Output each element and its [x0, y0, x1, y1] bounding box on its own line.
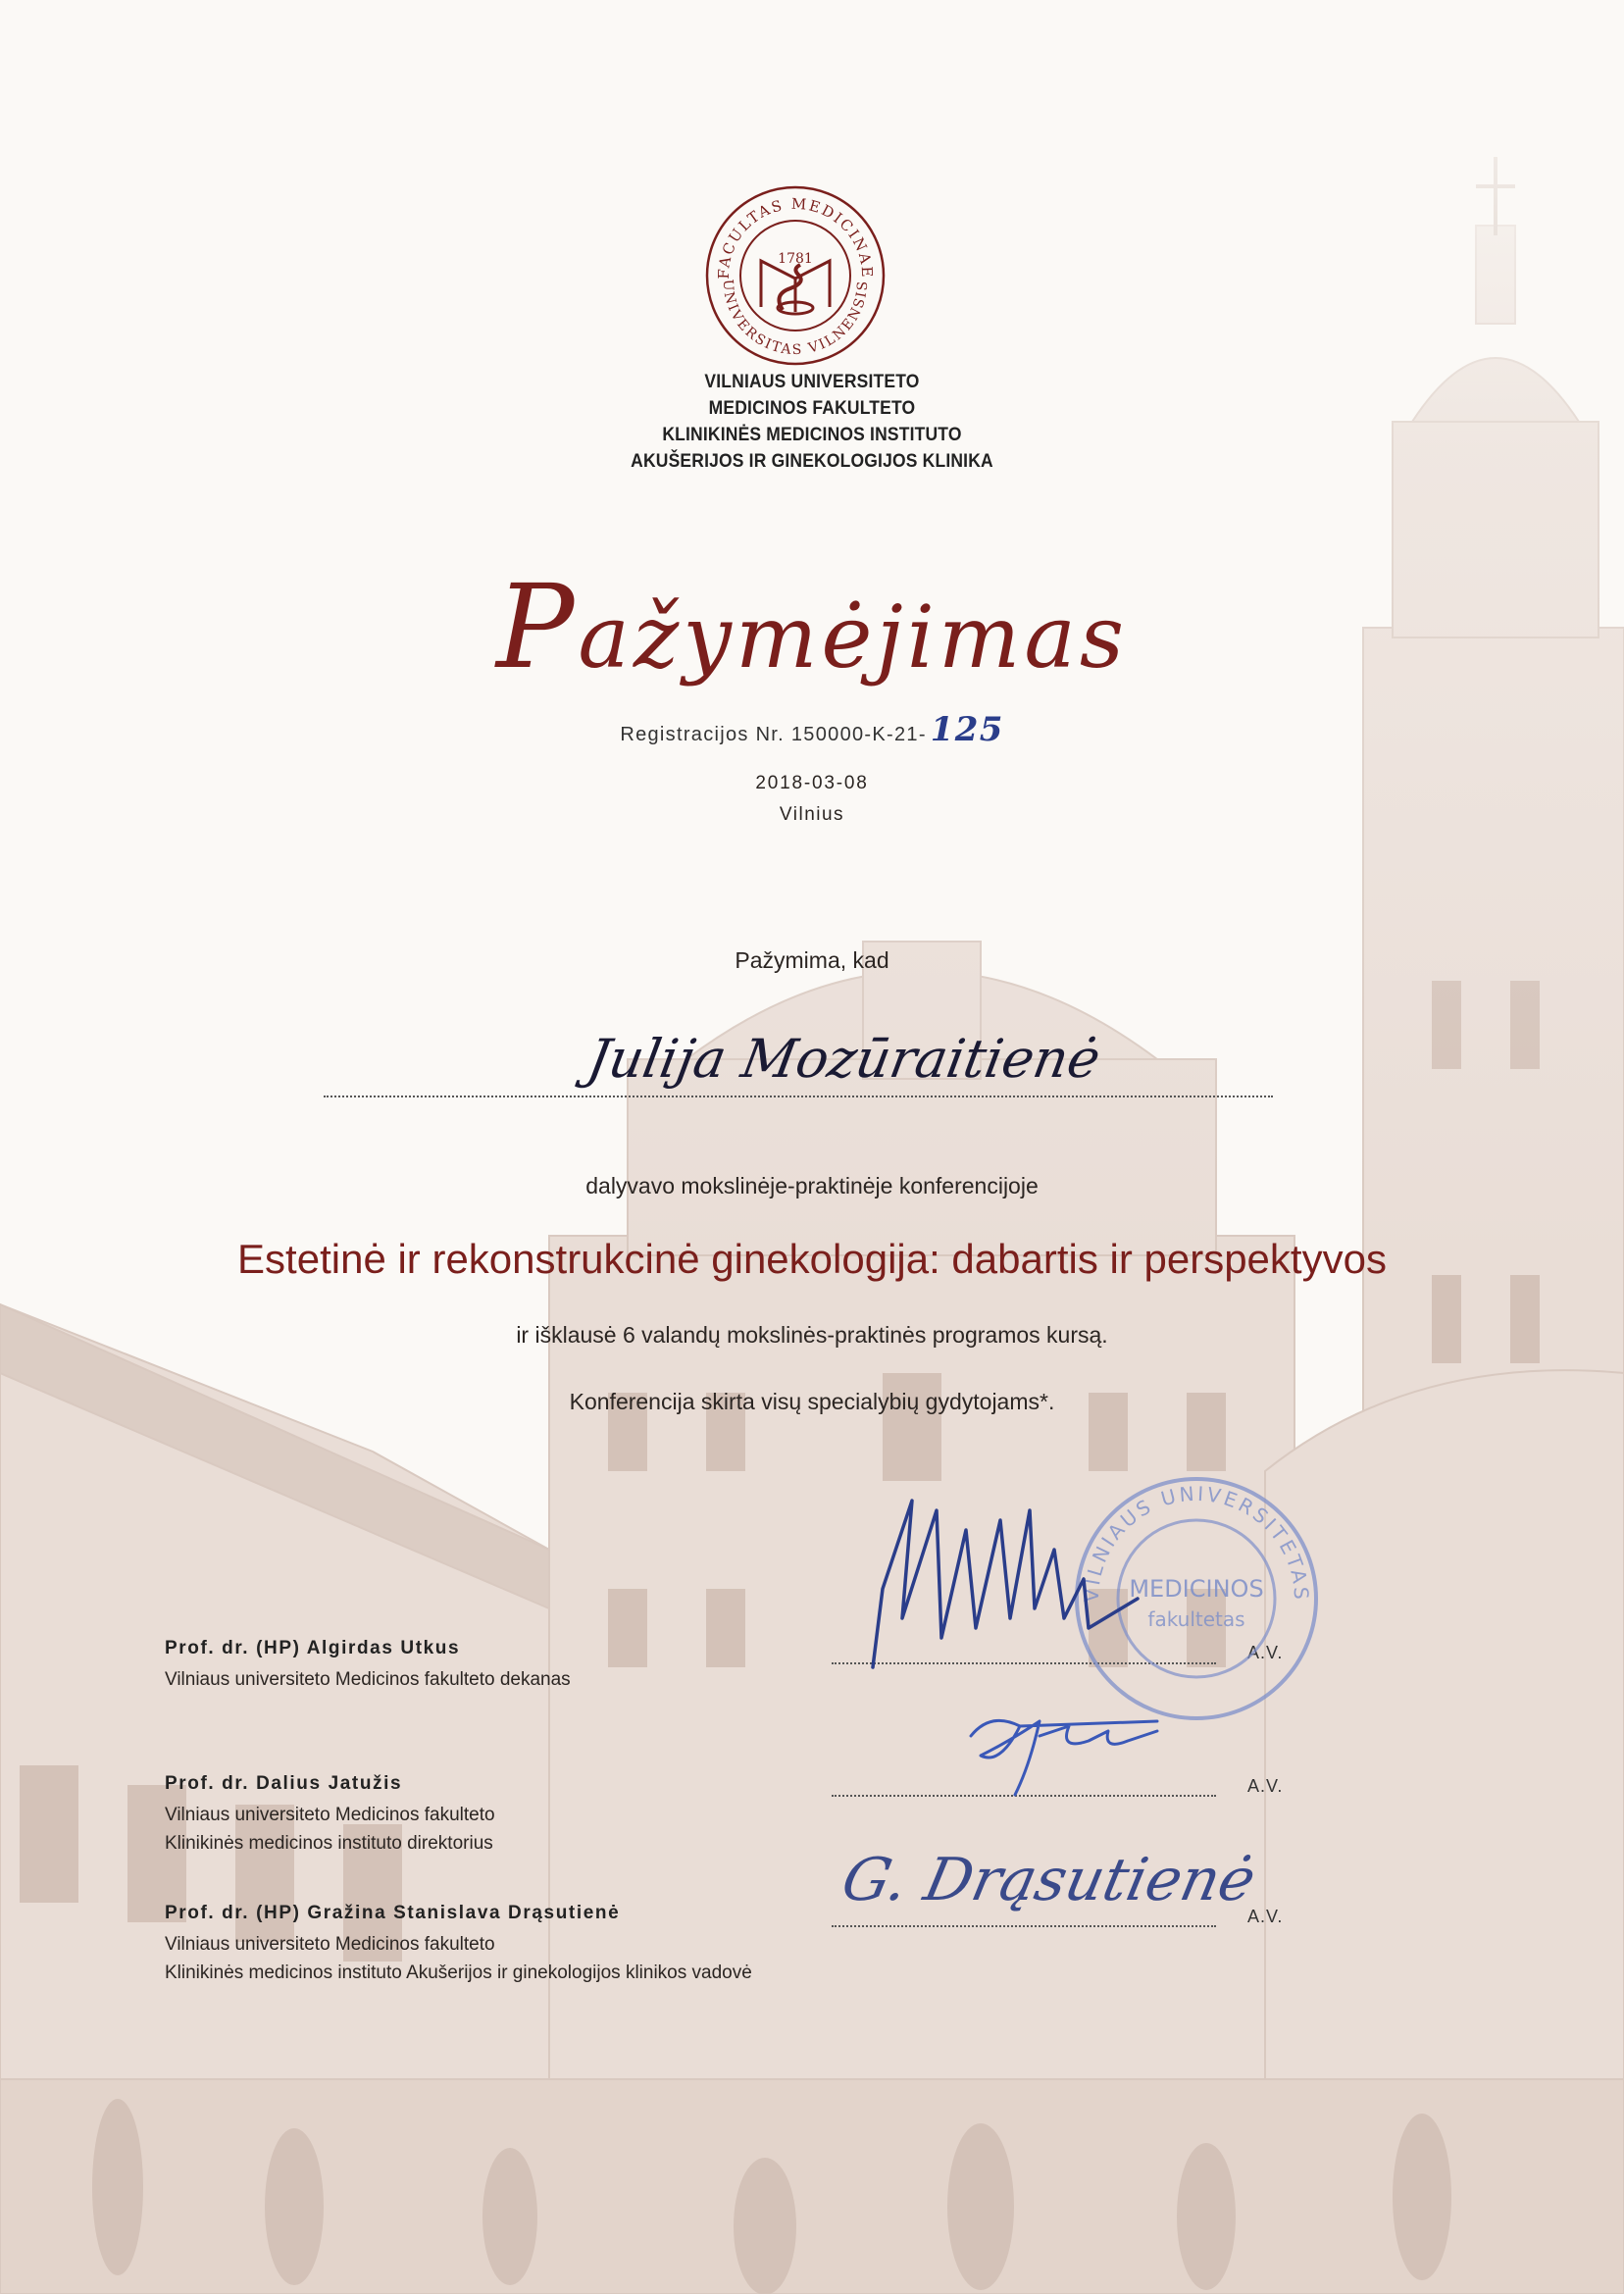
certificate-title	[0, 559, 1624, 694]
seal-label: A.V.	[1247, 1776, 1284, 1796]
signature-line	[832, 1925, 1216, 1927]
seal-label: A.V.	[1247, 1643, 1284, 1662]
signatory-role: Klinikinės medicinos instituto Akušerijos ir ginekologijos klinikos vadovė	[165, 1963, 752, 1983]
signatory-role: Klinikinės medicinos instituto direktorius	[165, 1833, 493, 1854]
registration-label: Registracijos Nr. 150000-K-21-	[620, 724, 927, 745]
signatory-3	[165, 1903, 752, 1987]
seal-label: A.V.	[1247, 1907, 1284, 1926]
seal-top-text: FACULTAS MEDICINAE	[714, 194, 877, 280]
completed-text: ir išklausė 6 valandų mokslinės-praktinės programos kursą.	[516, 1322, 1108, 1348]
stamp-outer-text: VILNIAUS UNIVERSITETAS	[1079, 1481, 1314, 1604]
certificate-date: 2018-03-08	[755, 773, 869, 793]
institution-line: AKUŠERIJOS IR GINEKOLOGIJOS KLINIKA	[631, 451, 993, 472]
signatory-name: Prof. dr. (HP) Algirdas Utkus	[165, 1638, 461, 1658]
name-dotted-line	[324, 1096, 1273, 1097]
signatory-role: Vilniaus universiteto Medicinos fakulteto	[165, 1934, 495, 1955]
certificate-city: Vilnius	[779, 804, 845, 825]
signatory-name: Prof. dr. Dalius Jatužis	[165, 1773, 403, 1794]
seal-bottom-text: UNIVERSITAS VILNENSIS	[719, 279, 872, 359]
title-rest: ažymėjimas	[578, 586, 1128, 688]
signatory-role: Vilniaus universiteto Medicinos fakulteto	[165, 1805, 495, 1825]
signatory-2	[165, 1773, 495, 1858]
institution-line: KLINIKINĖS MEDICINOS INSTITUTO	[662, 425, 962, 445]
dedicated-text: Konferencija skirta visų specialybių gydytojams*.	[569, 1389, 1055, 1414]
institution-line: VILNIAUS UNIVERSITETO	[704, 372, 920, 392]
seal-year: 1781	[778, 251, 813, 267]
conference-title: Estetinė ir rekonstrukcinė ginekologija: dabartis ir perspektyvos	[237, 1236, 1387, 1282]
signature-1-scribble	[843, 1471, 1157, 1687]
registration-handwritten: 125	[930, 710, 1004, 749]
certifies-text: Pažymima, kad	[735, 947, 889, 973]
institution-line: MEDICINOS FAKULTETO	[708, 398, 916, 419]
faculty-seal-logo	[704, 184, 887, 367]
signatory-name: Prof. dr. (HP) Gražina Stanislava Drąsutienė	[165, 1903, 621, 1923]
title-initial: P	[496, 559, 579, 694]
recipient-name: Julija Mozūraitienė	[583, 1028, 1105, 1090]
participated-text: dalyvavo mokslinėje-praktinėje konferencijoje	[585, 1173, 1039, 1198]
stamp-middle-text: MEDICINOS	[1129, 1575, 1264, 1603]
signature-3: G. Drąsutienė	[836, 1846, 1262, 1914]
institution-block	[65, 369, 1559, 475]
signature-2-scribble	[961, 1697, 1177, 1805]
stamp-inner-text: fakultetas	[1147, 1607, 1245, 1631]
registration-number	[0, 710, 1624, 749]
signatory-1	[165, 1638, 571, 1694]
signatory-role: Vilniaus universiteto Medicinos fakulteto dekanas	[165, 1669, 571, 1690]
